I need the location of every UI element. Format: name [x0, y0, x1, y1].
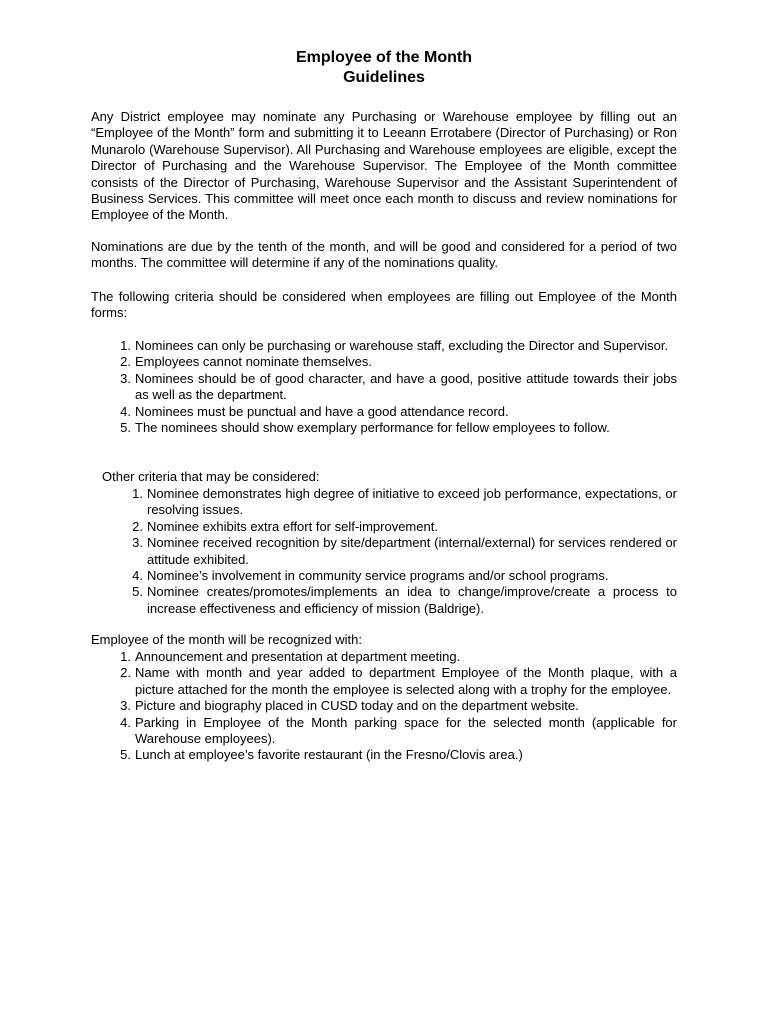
- list-number: 1.: [132, 486, 143, 501]
- list-item-text: Nominee demonstrates high degree of initiative to exceed job performance, expectations, or resolving issues.: [147, 486, 677, 518]
- document-title: Employee of the Month: [296, 49, 472, 66]
- list-item-text: Announcement and presentation at department meeting.: [135, 649, 461, 664]
- list-item: [120, 420, 677, 436]
- list-number: 2.: [132, 518, 143, 534]
- list-item: [120, 747, 677, 763]
- list-item-text: Picture and biography placed in CUSD today and on the department website.: [135, 698, 579, 714]
- list-number: 2.: [120, 354, 131, 370]
- criteria-list: [120, 338, 677, 436]
- list-item: [132, 568, 677, 584]
- list-number: 3.: [120, 370, 131, 386]
- other-criteria-list: [132, 486, 677, 617]
- list-item: [120, 649, 677, 665]
- list-item: [120, 403, 677, 420]
- list-item-text: Nominee exhibits extra effort for self-improvement.: [147, 518, 438, 534]
- list-number: 3.: [132, 535, 143, 551]
- list-item-text: Nominee received recognition by site/department (internal/external) for services rendered or attitude exhibited.: [147, 535, 677, 567]
- list-number: 5.: [120, 420, 131, 436]
- list-number: 2.: [120, 665, 131, 681]
- list-number: 4.: [132, 568, 143, 584]
- list-number: 4.: [120, 714, 131, 730]
- recognition-heading: Employee of the month will be recognized with:: [91, 632, 362, 647]
- paragraph-nomination-process: Any District employee may nominate any Purchasing or Warehouse employee by filling out an “Employee of the Month” form and submitting it to Leeann Errotabere (Director of Purchasing) or Ron Munarolo (Warehouse Supervisor). All Purchasing and Warehouse employees are eligible, except the Director of Purchasing and the Warehouse Supervisor. The Employee of the Month committee consists of the Director of Purchasing, Warehouse Supervisor and the Assistant Superintendent of Business Services. This committee will meet once each month to discuss and review nominations for Employee of the Month.: [91, 109, 677, 223]
- list-item-text: The nominees should show exemplary performance for fellow employees to follow.: [135, 420, 610, 436]
- list-item: [132, 584, 677, 617]
- paragraph-due-dates: Nominations are due by the tenth of the month, and will be good and considered for a period of two months. The committee will determine if any of the nominations quality.: [91, 239, 677, 271]
- paragraph-criteria-intro: The following criteria should be considered when employees are filling out Employee of the Month forms:: [91, 289, 677, 321]
- list-item: [132, 518, 677, 535]
- list-item-text: Nominees should be of good character, and have a good, positive attitude towards their jobs as well as the department.: [135, 370, 677, 403]
- list-item: [132, 486, 677, 519]
- list-number: 4.: [120, 403, 131, 419]
- document-subtitle: Guidelines: [343, 69, 425, 86]
- list-item: [120, 354, 677, 370]
- list-item-text: Nominees must be punctual and have a good attendance record.: [135, 403, 509, 419]
- list-number: 1.: [120, 338, 131, 353]
- list-item: [132, 535, 677, 568]
- list-number: 1.: [120, 649, 131, 664]
- list-item: [120, 665, 677, 698]
- list-item-text: Nominee creates/promotes/implements an idea to change/improve/create a process to increase effectiveness and efficiency of mission (Baldrige).: [147, 584, 677, 616]
- list-number: 5.: [132, 584, 143, 600]
- list-item-text: Nominees can only be purchasing or warehouse staff, excluding the Director and Supervisor.: [135, 338, 669, 353]
- list-item: [120, 714, 677, 748]
- list-item-text: Parking in Employee of the Month parking space for the selected month (applicable for Warehouse employees).: [135, 714, 677, 747]
- list-number: 5.: [120, 747, 131, 763]
- list-item-text: Lunch at employee’s favorite restaurant (in the Fresno/Clovis area.): [135, 747, 523, 763]
- recognition-list: [120, 649, 677, 764]
- list-item: [120, 370, 677, 404]
- list-number: 3.: [120, 698, 131, 714]
- list-item: [120, 338, 677, 354]
- list-item-text: Name with month and year added to department Employee of the Month plaque, with a picture attached for the month the employee is selected along with a trophy for the employee.: [135, 665, 677, 697]
- list-item: [120, 698, 677, 714]
- other-criteria-heading: Other criteria that may be considered:: [102, 469, 320, 484]
- list-item-text: Employees cannot nominate themselves.: [135, 354, 373, 370]
- list-item-text: Nominee’s involvement in community service programs and/or school programs.: [147, 568, 609, 584]
